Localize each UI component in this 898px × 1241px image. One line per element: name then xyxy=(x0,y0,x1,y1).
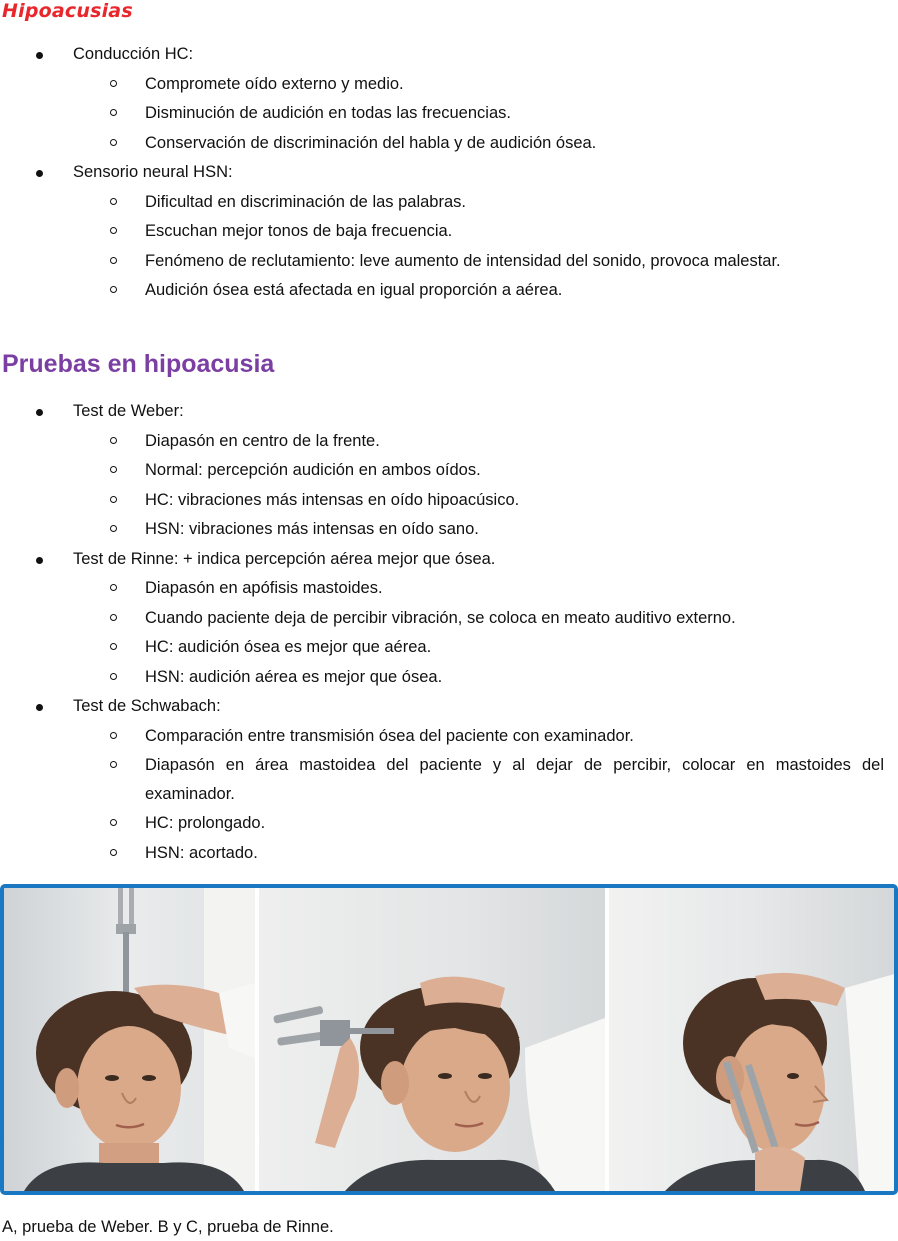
sub-item: HSN: acortado. xyxy=(0,839,890,869)
sub-item: Fenómeno de reclutamiento: leve aumento de intensidad del sonido, provoca malestar. xyxy=(0,247,890,276)
sub-item: Compromete oído externo y medio. xyxy=(0,70,890,100)
sublist-weber xyxy=(0,427,890,545)
sub-item: HC: prolongado. xyxy=(0,809,890,839)
group-label: Test de Schwabach: xyxy=(73,697,221,715)
group-label: Sensorio neural HSN: xyxy=(73,163,233,181)
rinne-air-illustration xyxy=(605,888,898,1191)
sublist-schwabach xyxy=(0,722,890,869)
sub-item: Diapasón en apófisis mastoides. xyxy=(0,574,890,604)
group-label: Conducción HC: xyxy=(73,45,194,63)
sub-item: Audición ósea está afectada en igual proporción a aérea. xyxy=(0,276,890,306)
sub-item: Cuando paciente deja de percibir vibración, se coloca en meato auditivo externo. xyxy=(0,604,890,634)
photo-panel-rinne-bone xyxy=(255,888,605,1191)
sub-item: Comparación entre transmisión ósea del paciente con examinador. xyxy=(0,722,890,752)
sub-item: Escuchan mejor tonos de baja frecuencia. xyxy=(0,217,890,247)
rinne-bone-illustration xyxy=(255,888,605,1191)
sub-item: Disminución de audición en todas las frecuencias. xyxy=(0,99,890,129)
sub-item: Dificultad en discriminación de las palabras. xyxy=(0,188,890,218)
list-item-sensorio-neural xyxy=(0,158,890,305)
sub-item: Diapasón en área mastoidea del paciente y al dejar de percibir, colocar en mastoides del examinador. xyxy=(0,751,890,809)
sub-item: Normal: percepción audición en ambos oídos. xyxy=(0,456,890,486)
sub-item: Diapasón en centro de la frente. xyxy=(0,427,890,457)
hipoacusias-list xyxy=(0,40,890,305)
section-title-pruebas: Pruebas en hipoacusia xyxy=(2,350,275,378)
list-item-schwabach xyxy=(0,692,890,868)
list-item-weber xyxy=(0,397,890,545)
sublist-sensorio-neural xyxy=(0,188,890,306)
sub-item: HC: vibraciones más intensas en oído hipoacúsico. xyxy=(0,486,890,516)
sub-item: HSN: vibraciones más intensas en oído sano. xyxy=(0,515,890,545)
photo-panel-rinne-air xyxy=(605,888,898,1191)
group-label: Test de Weber: xyxy=(73,402,184,420)
sub-item: HSN: audición aérea es mejor que ósea. xyxy=(0,663,890,693)
group-label: Test de Rinne: + indica percepción aérea mejor que ósea. xyxy=(73,549,496,568)
list-item-conduccion xyxy=(0,40,890,158)
pruebas-list xyxy=(0,397,890,868)
sub-item: HC: audición ósea es mejor que aérea. xyxy=(0,633,890,663)
tuning-fork-photo-figure xyxy=(0,884,898,1195)
sub-item: Conservación de discriminación del habla y de audición ósea. xyxy=(0,129,890,159)
photo-panel-weber xyxy=(4,888,255,1191)
figure-caption: A, prueba de Weber. B y C, prueba de Rinne. xyxy=(2,1218,334,1236)
weber-test-illustration xyxy=(4,888,255,1191)
sublist-conduccion xyxy=(0,70,890,159)
sublist-rinne xyxy=(0,574,890,692)
list-item-rinne xyxy=(0,545,890,693)
section-title-hipoacusias: Hipoacusias xyxy=(2,0,133,22)
